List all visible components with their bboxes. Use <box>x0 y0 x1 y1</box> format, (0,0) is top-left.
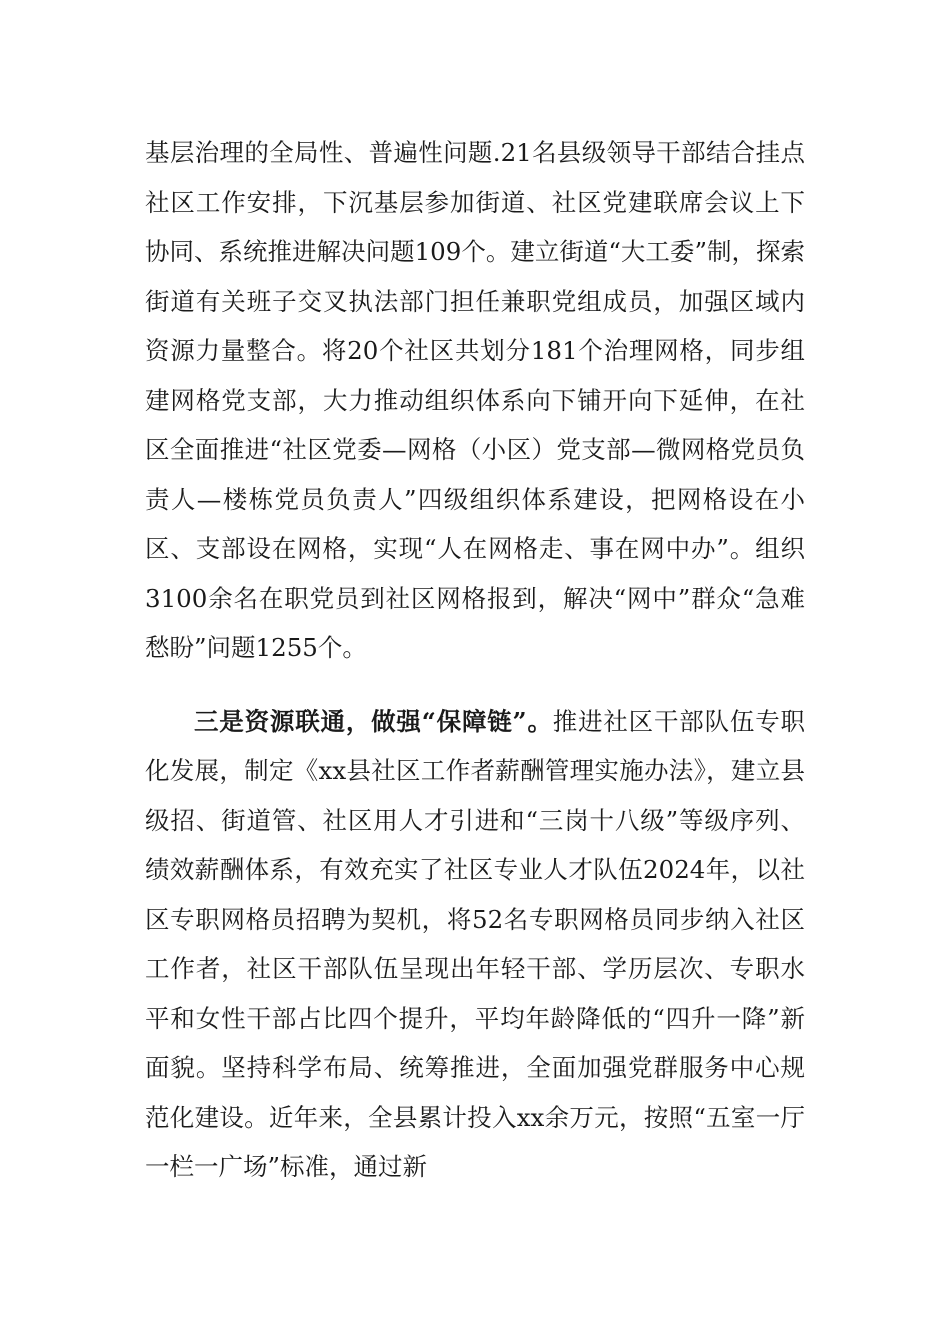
paragraph-2-lead: 三是资源联通，做强“保障链”。 <box>194 706 553 736</box>
paragraph-1: 基层治理的全局性、普遍性问题.21名县级领导干部结合挂点社区工作安排，下沉基层参加街道、社区党建联席会议上下协同、系统推进解决问题109个。建立街道“大工委”制，探索街道有关班子交叉执法部门担任兼职党组成员，加强区域内资源力量整合。将20个社区共划分181个治理网格，同步组建网格党支部，大力推动组织体系向下铺开向下延伸，在社区全面推进“社区党委—网格（小区）党支部—微网格党员负责人—楼栋党员负责人”四级组织体系建设，把网格设在小区、支部设在网格，实现“人在网格走、事在网中办”。组织3100余名在职党员到社区网格报到，解决“网中”群众“急难愁盼”问题1255个。 <box>145 138 805 662</box>
paragraph-2 <box>145 697 805 1192</box>
paragraph-2-body: 推进社区干部队伍专职化发展，制定《xx县社区工作者薪酬管理实施办法》，建立县级招、街道管、社区用人才引进和“三岗十八级”等级序列、绩效薪酬体系，有效充实了社区专业人才队伍2024年，以社区专职网格员招聘为契机，将52名专职网格员同步纳入社区工作者，社区干部队伍呈现出年轻干部、学历层次、专职水平和女性干部占比四个提升，平均年龄降低的“四升一降”新面貌。坚持科学布局、统筹推进，全面加强党群服务中心规范化建设。近年来，全县累计投入xx余万元，按照“五室一厅一栏一广场”标准，通过新 <box>145 706 806 1181</box>
document-body <box>145 128 805 1192</box>
